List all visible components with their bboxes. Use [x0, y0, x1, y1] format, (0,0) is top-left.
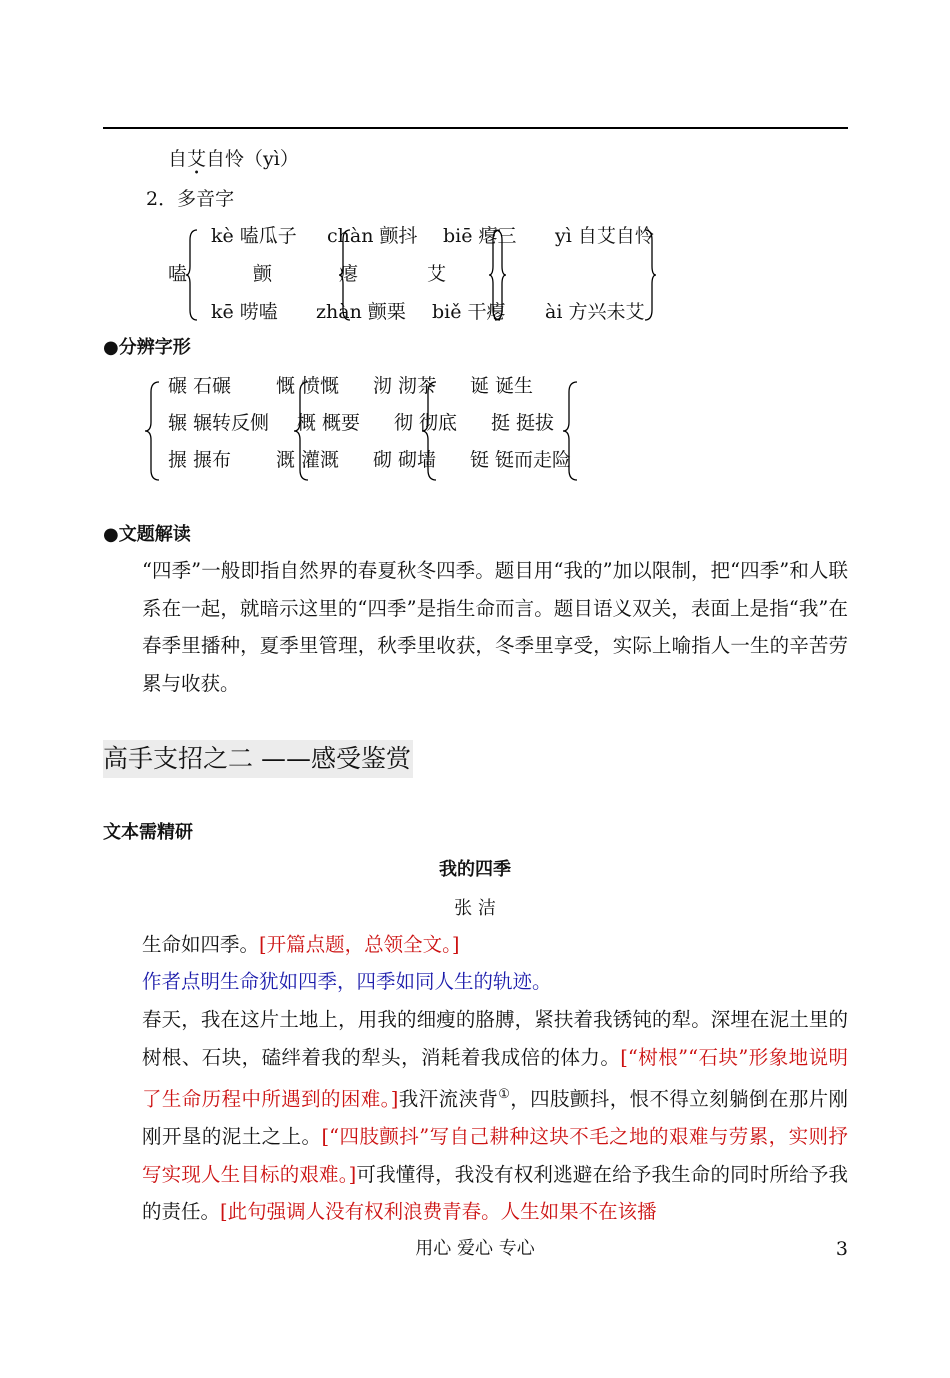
brace-6: [144, 380, 160, 482]
poly-mid-1: 颤: [253, 263, 273, 285]
p1-text: 生命如四季。: [142, 933, 260, 956]
essay-title: 我的四季: [439, 859, 511, 880]
footnote-marker[interactable]: ①: [498, 1087, 511, 1102]
poly-mid-2: 瘪: [339, 263, 359, 285]
reading-body: [103, 552, 848, 702]
p3-note2: [“四肢颤抖”写自己耕种这块不毛之地的艰难与劳累，实则抒写实现人生目标的艰难。]: [142, 1125, 848, 1186]
p3-d: 可我懂得，我没有权利逃避在给予我生命的同时所给予我的责任。: [142, 1162, 848, 1223]
reading-text: “四季”一般即指自然界的春夏秋冬四季。题目用“我的”加以限制，把“四季”和人联系在一起，就暗示这里的“四季”是指生命而言。题目语义双关，表面上是指“我”在春季里播种，夏季里管理，秋季里收获，冬季里享受，实际上喻指人一生的辛苦劳累与收获。: [142, 559, 848, 695]
glyph-r3-4: 铤 铤而走险: [470, 449, 572, 471]
glyph-r1-2: 慨 愤慨: [276, 375, 340, 397]
brace-2: [339, 228, 351, 322]
poly-bottom-1: kē 唠嗑: [211, 301, 278, 323]
p3-b: 我汗流浃背: [398, 1087, 499, 1111]
brace-1: [186, 228, 198, 322]
brace-4: [494, 228, 506, 322]
essay-p1: [103, 926, 848, 964]
p3-a: 春天，我在这片土地上，用我的细瘦的胳膊，紧扶着我锈钝的犁。深埋在泥土里的树根、石块，磕绊着我的犁头，消耗着我成倍的体力。: [142, 1008, 848, 1069]
poly-top-3: biē 瘪三: [443, 225, 517, 247]
glyph-r1-4: 诞 诞生: [470, 375, 534, 397]
brace-5: [644, 228, 656, 322]
glyph-heading: ●分辨字形: [103, 337, 191, 358]
poly-top-4: yì 自艾自怜: [555, 225, 654, 247]
essay-author: 张 洁: [454, 898, 496, 919]
p3-c: ，四肢颤抖，恨不得立刻躺倒在那片刚刚开垦的泥土之上。: [142, 1087, 848, 1148]
glyph-r1-3: 沏 沏茶: [373, 375, 437, 397]
glyph-r2-4: 挺 挺拔: [491, 412, 555, 434]
p2-blue: 作者点明生命犹如四季，四季如同人生的轨迹。: [142, 970, 552, 993]
p3-note3: [此句强调人没有权利浪费青春。人生如果不在该播: [220, 1200, 657, 1223]
study-heading: 文本需精研: [103, 822, 193, 843]
p3-note1: [“树根”“石块”形象地说明了生命历程中所遇到的困难。]: [142, 1045, 848, 1111]
reading-heading: ●文题解读: [103, 524, 191, 545]
glyph-r2-2: 概 概要: [297, 412, 361, 434]
essay-p3: [103, 1001, 848, 1231]
top-line: 自艾自怜（yì）: [168, 148, 299, 170]
glyph-r3-3: 砌 砌墙: [373, 449, 437, 471]
poly-top-2: chàn 颤抖: [327, 225, 418, 247]
poly-bottom-2: zhàn 颤栗: [316, 301, 406, 323]
polyphonic-left-char: 嗑: [168, 263, 188, 285]
poly-bottom-4: ài 方兴未艾: [545, 301, 645, 323]
header-rule: [103, 127, 848, 129]
glyph-r3-1: 搌 搌布: [168, 449, 232, 471]
footer-motto: 用心 爱心 专心: [415, 1238, 535, 1259]
poly-bottom-3: biě 干瘪: [432, 301, 506, 323]
glyph-r2-3: 彻 彻底: [394, 412, 458, 434]
p1-note: [开篇点题，总领全文。]: [259, 933, 460, 956]
glyph-r3-2: 溉 灌溉: [276, 449, 340, 471]
essay-p2: [103, 963, 848, 1001]
page-number: 3: [835, 1238, 848, 1260]
glyph-r2-1: 辗 辗转反侧: [168, 412, 270, 434]
polyphonic-heading: 2．多音字: [146, 188, 235, 210]
glyph-r1-1: 碾 石碾: [168, 375, 232, 397]
poly-mid-3: 艾: [427, 263, 447, 285]
poly-top-1: kè 嗑瓜子: [211, 225, 297, 247]
section-title: 高手支招之二 ——感受鉴赏: [103, 740, 413, 778]
